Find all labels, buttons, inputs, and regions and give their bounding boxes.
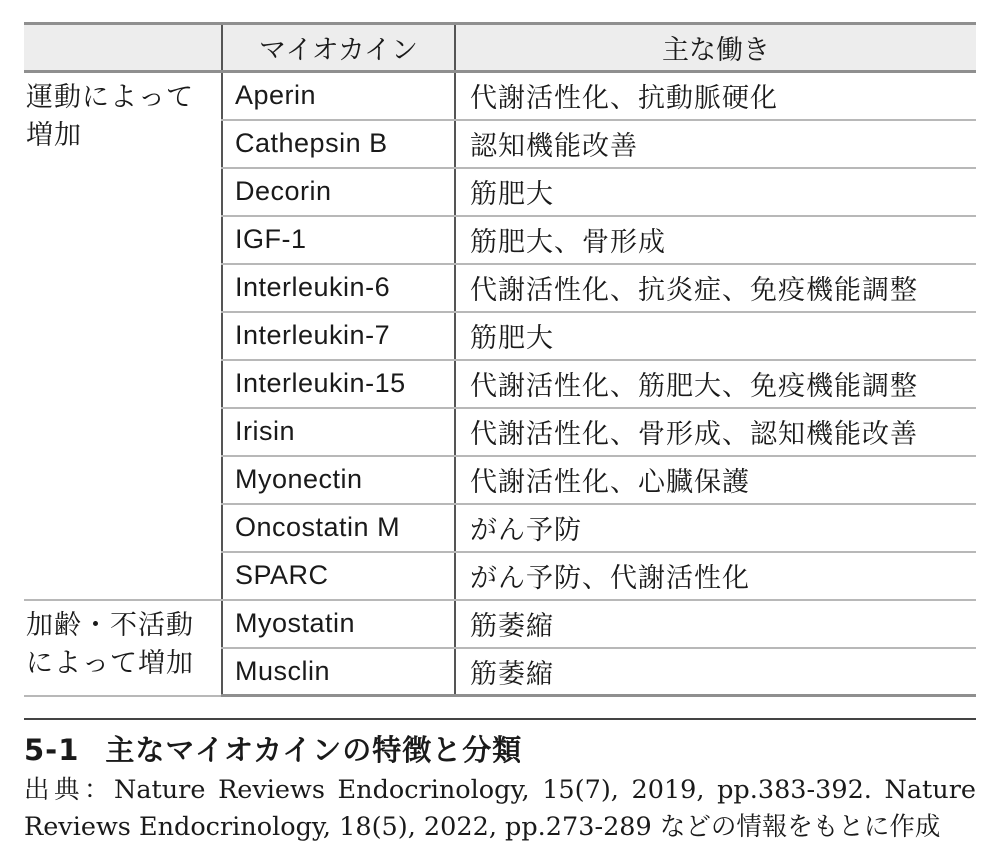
caption-title: 主なマイオカインの特徴と分類: [105, 733, 523, 767]
myokine-function: 代謝活性化、骨形成、認知機能改善: [455, 408, 976, 456]
table-body: [24, 72, 976, 696]
myokine-function: 代謝活性化、抗炎症、免疫機能調整: [455, 264, 976, 312]
myokine-name: Aperin: [222, 72, 455, 120]
caption-divider: [24, 718, 976, 720]
myokine-name: Musclin: [222, 648, 455, 696]
caption-number: 5-1: [24, 733, 80, 767]
myokine-name: Interleukin-6: [222, 264, 455, 312]
myokine-name: Decorin: [222, 168, 455, 216]
header-row: [24, 24, 976, 72]
header-function: 主な働き: [455, 24, 976, 72]
myokine-name: Irisin: [222, 408, 455, 456]
myokine-function: 筋肥大: [455, 312, 976, 360]
myokine-name: Myostatin: [222, 600, 455, 648]
myokine-function: 認知機能改善: [455, 120, 976, 168]
myokine-function: 筋肥大、骨形成: [455, 216, 976, 264]
table-row: [24, 72, 976, 120]
myokine-name: Oncostatin M: [222, 504, 455, 552]
myokine-function: 代謝活性化、心臓保護: [455, 456, 976, 504]
myokine-name: Myonectin: [222, 456, 455, 504]
myokine-function: 代謝活性化、抗動脈硬化: [455, 72, 976, 120]
myokine-function: 筋萎縮: [455, 600, 976, 648]
myokine-function: 筋肥大: [455, 168, 976, 216]
myokine-name: IGF-1: [222, 216, 455, 264]
source-note: 出典：Nature Reviews Endocrinology, 15(7), 2019, pp.383-392. Nature Reviews Endocrinology, 18(5), 2022, pp.273-289 などの情報をもとに作成: [24, 775, 976, 842]
header-myokine: マイオカイン: [222, 24, 455, 72]
myokine-table: [24, 22, 976, 697]
myokine-name: Interleukin-15: [222, 360, 455, 408]
myokine-name: Cathepsin B: [222, 120, 455, 168]
myokine-name: Interleukin-7: [222, 312, 455, 360]
table-header: [24, 24, 976, 72]
myokine-function: 代謝活性化、筋肥大、免疫機能調整: [455, 360, 976, 408]
myokine-function: がん予防: [455, 504, 976, 552]
myokine-name: SPARC: [222, 552, 455, 600]
figure-caption: [24, 728, 522, 769]
group-label: 運動によって増加: [24, 72, 222, 600]
header-group-cell: [24, 24, 222, 72]
myokine-function: 筋萎縮: [455, 648, 976, 696]
group-label: 加齢・不活動によって増加: [24, 600, 222, 696]
table-row: [24, 600, 976, 648]
myokine-function: がん予防、代謝活性化: [455, 552, 976, 600]
